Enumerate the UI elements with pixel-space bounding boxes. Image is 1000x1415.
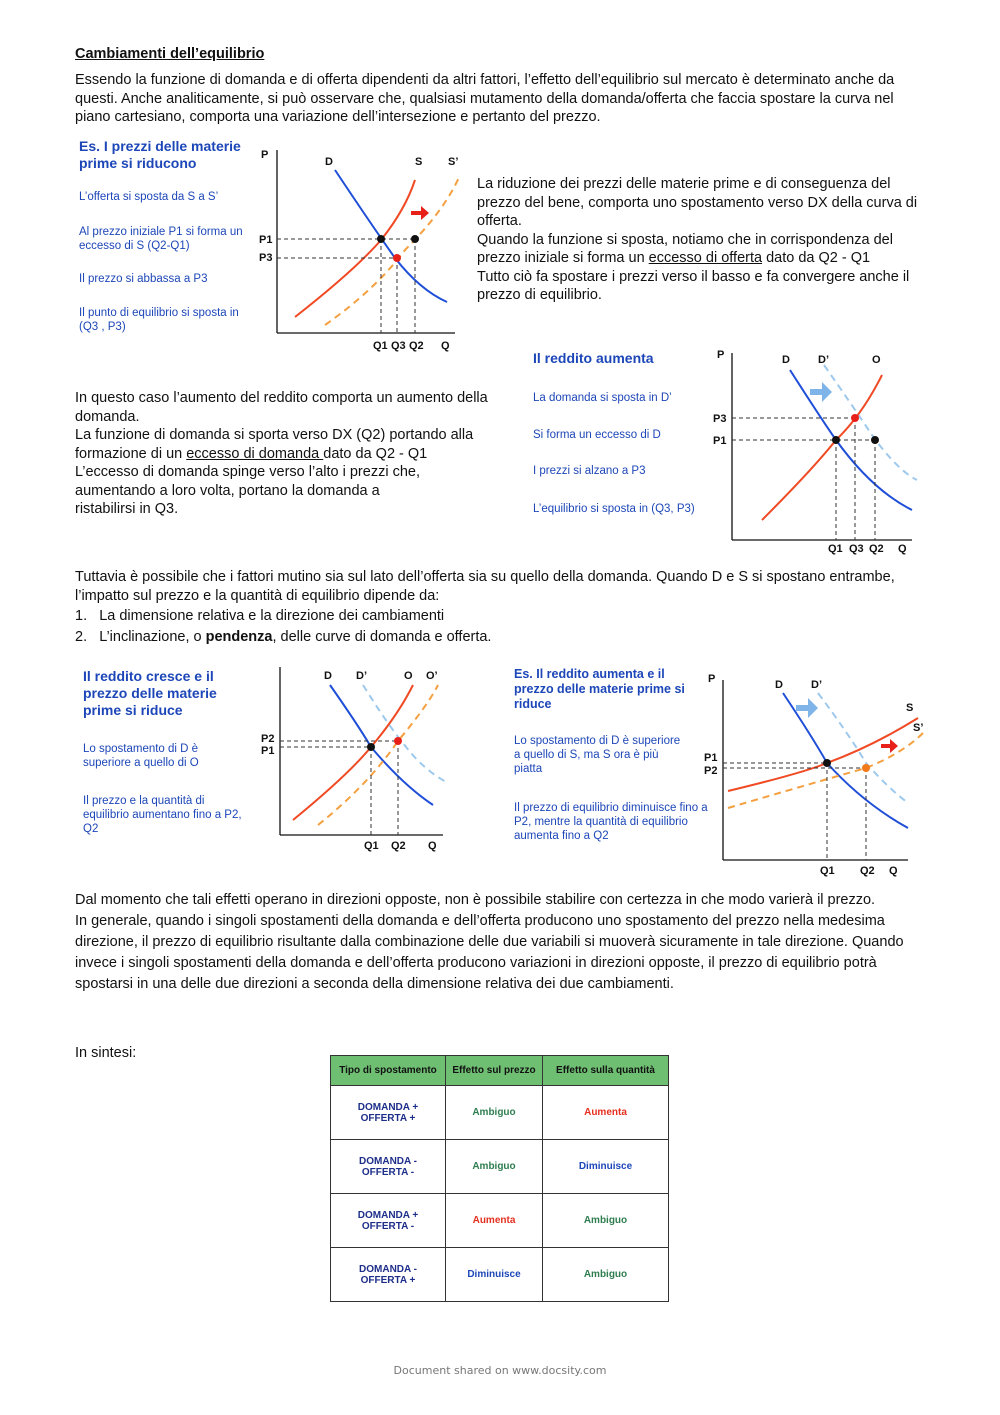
summary-table [330,1055,669,1302]
fig4-demand-arrow-icon [796,698,818,718]
fig4-label-q2: Q2 [860,865,875,877]
fig1-demand-curve [335,170,447,302]
fig4-new-equilibrium-point [862,764,870,772]
table-header: Effetto sul prezzo [446,1056,543,1086]
fig2-label-p1: P1 [713,435,727,447]
fig2-axis-q: Q [898,543,907,555]
table-cell-price: Ambiguo [446,1140,543,1194]
fig2-title: Il reddito aumenta [533,350,654,366]
fig4-note: Il prezzo di equilibrio diminuisce fino a P2, mentre la quantità di equilibrio aumenta fino a Q2 [514,802,708,842]
table-cell-type: DOMANDA - OFFERTA + [331,1248,446,1302]
fig4-title: Es. Il reddito aumenta e il prezzo delle materie prime si riduce [514,667,685,711]
fig4-demand-curve [783,693,908,828]
fig1-note: Il prezzo si abbassa a P3 [79,273,208,285]
fig3-label-o2: O’ [426,670,438,682]
table-row [331,1140,669,1194]
fig1-label-d: D [325,156,333,168]
page-title: Cambiamenti dell’equilibrio [75,46,265,62]
fig4-chart [703,668,938,880]
table-cell-type: DOMANDA + OFFERTA - [331,1194,446,1248]
intro-paragraph: Essendo la funzione di domanda e di offerta dipendenti da altri fattori, l’effetto dell’equilibrio sul mercato è determinato anche da questi. Anche analiticamente, si può osservare che, qualsiasi mutamento della domanda/offerta che faccia spostare la curva nel piano cartesiano, comporta una variazione dell’intersezione e pertanto del prezzo. [75,72,895,125]
fig1-equilibrium-point [377,235,385,243]
fig2-note: L’equilibrio si sposta in (Q3, P3) [533,503,695,515]
table-cell-quantity: Ambiguo [543,1194,669,1248]
fig1-label-s: S [415,156,423,168]
fig2-new-equilibrium-point [851,414,859,422]
fig1-note: L’offerta si sposta da S a S’ [79,191,219,203]
fig3-label-d2: D’ [356,670,367,682]
table-row [331,1248,669,1302]
fig1-label-q3: Q3 [391,340,406,352]
fig1-excess-point [411,235,419,243]
fig1-shift-arrow-icon [411,206,429,220]
list-item: 2. L’inclinazione, o pendenza, delle curve di domanda e offerta. [75,629,492,645]
table-row [331,1194,669,1248]
fig1-title: Es. I prezzi delle materie prime si riducono [79,138,241,171]
table-cell-type: DOMANDA + OFFERTA + [331,1086,446,1140]
fig1-new-equilibrium-point [393,254,401,262]
fig4-label-s2: S’ [913,722,924,734]
fig2-label-q3: Q3 [849,543,864,555]
fig2-shifted-demand-curve [824,365,917,480]
fig2-shift-arrow-icon [810,382,832,402]
fig4-supply-arrow-icon [881,739,898,753]
fig3-note: Il prezzo e la quantità di equilibrio aumentano fino a P2, Q2 [83,795,242,835]
table-header: Effetto sulla quantità [543,1056,669,1086]
table-cell-quantity: Ambiguo [543,1248,669,1302]
fig3-title: Il reddito cresce e il prezzo delle materie prime si riduce [83,668,217,718]
fig3-label-q1: Q1 [364,840,379,852]
table-cell-type: DOMANDA - OFFERTA - [331,1140,446,1194]
fig3-label-q2: Q2 [391,840,406,852]
fig3-label-p2: P2 [261,733,275,745]
fig3-label-p1: P1 [261,745,275,757]
fig1-note: Il punto di equilibrio si sposta in (Q3 , P3) [79,307,239,333]
fig2-note: La domanda si sposta in D’ [533,392,672,404]
fig4-label-d: D [775,679,783,691]
conclusion-paragraph: Dal momento che tali effetti operano in direzioni opposte, non è possibile stabilire con certezza in che modo varierà il prezzo. In generale, quando i singoli spostamenti della domanda e dell’offerta producono uno spostamento del prezzo nella medesima direzione, il prezzo di equilibrio risultante dalla combinazione delle due variabili si muoverà sicuramente in tale direzione. Quando invece i singoli spostamenti della domanda e dell’offerta producono variazioni in direzioni opposte, il prezzo di equilibrio potrà spostarsi in una delle due direzioni a seconda della dimensione relativa dei due cambiamenti. [75,892,904,992]
fig2-note: Si forma un eccesso di D [533,429,661,441]
fig3-chart [258,665,458,855]
fig4-label-q1: Q1 [820,865,835,877]
table-cell-quantity: Aumenta [543,1086,669,1140]
fig1-shifted-supply-curve [325,175,460,325]
fig1-explanation: La riduzione dei prezzi delle materie prime e di conseguenza del prezzo del bene, comporta uno spostamento verso DX della curva di offerta. Quando la funzione si sposta, notiamo che in corrispondenza del prezzo iniziale si forma un eccesso di offerta dato da Q2 - Q1 Tutto ciò fa spostare i prezzi verso il basso e fa convergere anche il prezzo di equilibrio. [477,176,918,303]
fig3-label-o: O [404,670,413,682]
fig2-label-o: O [872,354,881,366]
fig1-axis-q: Q [441,340,450,352]
fig4-label-s: S [906,702,914,714]
fig1-label-p1: P1 [259,234,273,246]
fig2-label-q1: Q1 [828,543,843,555]
fig4-label-d2: D’ [811,679,822,691]
fig2-label-p3: P3 [713,413,727,425]
fig1-label-q1: Q1 [373,340,388,352]
fig3-supply-curve [293,685,413,820]
fig3-demand-curve [330,685,433,805]
fig2-label-d2: D’ [818,354,829,366]
fig2-note: I prezzi si alzano a P3 [533,465,646,477]
table-cell-price: Ambiguo [446,1086,543,1140]
fig1-label-q2: Q2 [409,340,424,352]
fig2-label-q2: Q2 [869,543,884,555]
table-header: Tipo di spostamento [331,1056,446,1086]
both-shifts-paragraph: Tuttavia è possibile che i fattori mutino sia sul lato dell’offerta sia su quello della domanda. Quando D e S si spostano entrambe, l’impatto sul prezzo e la quantità di equilibrio dipende da: [75,569,895,604]
fig1-note: Al prezzo iniziale P1 si forma un eccesso di S (Q2-Q1) [79,226,243,252]
summary-label: In sintesi: [75,1045,137,1061]
fig4-label-p1: P1 [704,752,718,764]
table-cell-price: Diminuisce [446,1248,543,1302]
fig4-equilibrium-point [823,759,831,767]
fig2-explanation: In questo caso l’aumento del reddito comporta un aumento della domanda. La funzione di domanda si sporta verso DX (Q2) portando alla formazione di un eccesso di domanda dato da Q2 - Q1 L’eccesso di domanda spinge verso l’alto i prezzi che, aumentando a loro volta, portano la domanda a ristabilirsi in Q3. [75,390,488,517]
fig1-label-p3: P3 [259,252,273,264]
fig4-axis-p: P [708,673,716,685]
fig1-axis-p: P [261,149,269,161]
footer-watermark[interactable]: Document shared on www.docsity.com [393,1364,607,1377]
fig2-label-d: D [782,354,790,366]
fig3-label-d: D [324,670,332,682]
fig1-label-s2: S’ [448,156,459,168]
fig2-axis-p: P [717,349,725,361]
fig4-note: Lo spostamento di D è superiore a quello di S, ma S ora è più piatta [514,735,681,775]
fig2-chart [712,345,932,560]
table-header-row [331,1056,669,1086]
fig3-equilibrium-point [367,743,375,751]
table-row [331,1086,669,1140]
table-cell-price: Aumenta [446,1194,543,1248]
fig3-axis-q: Q [428,840,437,852]
table-cell-quantity: Diminuisce [543,1140,669,1194]
fig2-excess-point [871,436,879,444]
fig3-new-equilibrium-point [394,737,402,745]
list-item: 1. La dimensione relativa e la direzione dei cambiamenti [75,608,445,624]
fig2-equilibrium-point [832,436,840,444]
fig4-label-p2: P2 [704,765,718,777]
fig4-axis-q: Q [889,865,898,877]
fig3-note: Lo spostamento di D è superiore a quello di O [83,743,199,769]
fig1-chart [255,140,475,360]
